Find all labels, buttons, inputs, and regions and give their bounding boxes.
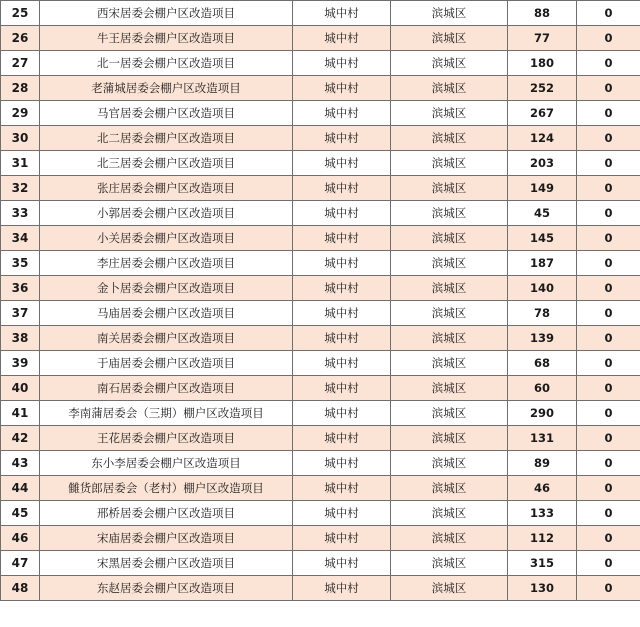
district-cell: 滨城区 <box>391 576 508 601</box>
table-row <box>1 176 640 201</box>
district-cell: 滨城区 <box>391 376 508 401</box>
household-count-cell: 140 <box>508 276 577 301</box>
project-type-cell: 城中村 <box>293 226 391 251</box>
other-count-cell: 0 <box>577 576 640 601</box>
district-cell: 滨城区 <box>391 251 508 276</box>
row-index-cell: 36 <box>1 276 40 301</box>
other-count-cell: 0 <box>577 176 640 201</box>
project-name-cell: 东小李居委会棚户区改造项目 <box>40 451 293 476</box>
project-type-cell: 城中村 <box>293 26 391 51</box>
row-index-cell: 48 <box>1 576 40 601</box>
household-count-cell: 88 <box>508 1 577 26</box>
other-count-cell: 0 <box>577 251 640 276</box>
row-index-cell: 34 <box>1 226 40 251</box>
other-count-cell: 0 <box>577 26 640 51</box>
project-type-cell: 城中村 <box>293 401 391 426</box>
project-type-cell: 城中村 <box>293 76 391 101</box>
other-count-cell: 0 <box>577 276 640 301</box>
table-row <box>1 201 640 226</box>
table-row <box>1 501 640 526</box>
district-cell: 滨城区 <box>391 226 508 251</box>
household-count-cell: 180 <box>508 51 577 76</box>
project-type-cell: 城中村 <box>293 126 391 151</box>
district-cell: 滨城区 <box>391 476 508 501</box>
table-row <box>1 401 640 426</box>
household-count-cell: 267 <box>508 101 577 126</box>
table-row <box>1 351 640 376</box>
district-cell: 滨城区 <box>391 326 508 351</box>
other-count-cell: 0 <box>577 551 640 576</box>
project-name-cell: 雠货郎居委会（老村）棚户区改造项目 <box>40 476 293 501</box>
row-index-cell: 25 <box>1 1 40 26</box>
table-row <box>1 101 640 126</box>
table-row <box>1 151 640 176</box>
project-type-cell: 城中村 <box>293 101 391 126</box>
table-row <box>1 451 640 476</box>
row-index-cell: 35 <box>1 251 40 276</box>
household-count-cell: 45 <box>508 201 577 226</box>
household-count-cell: 131 <box>508 426 577 451</box>
district-cell: 滨城区 <box>391 401 508 426</box>
table-row <box>1 426 640 451</box>
project-name-cell: 牛王居委会棚户区改造项目 <box>40 26 293 51</box>
project-type-cell: 城中村 <box>293 51 391 76</box>
household-count-cell: 77 <box>508 26 577 51</box>
project-name-cell: 北一居委会棚户区改造项目 <box>40 51 293 76</box>
row-index-cell: 32 <box>1 176 40 201</box>
household-count-cell: 203 <box>508 151 577 176</box>
table-row <box>1 26 640 51</box>
district-cell: 滨城区 <box>391 126 508 151</box>
district-cell: 滨城区 <box>391 151 508 176</box>
district-cell: 滨城区 <box>391 301 508 326</box>
row-index-cell: 33 <box>1 201 40 226</box>
project-type-cell: 城中村 <box>293 501 391 526</box>
district-cell: 滨城区 <box>391 176 508 201</box>
project-name-cell: 李南蒲居委会（三期）棚户区改造项目 <box>40 401 293 426</box>
row-index-cell: 37 <box>1 301 40 326</box>
household-count-cell: 89 <box>508 451 577 476</box>
project-name-cell: 金卜居委会棚户区改造项目 <box>40 276 293 301</box>
project-type-cell: 城中村 <box>293 426 391 451</box>
project-type-cell: 城中村 <box>293 376 391 401</box>
household-count-cell: 60 <box>508 376 577 401</box>
other-count-cell: 0 <box>577 401 640 426</box>
other-count-cell: 0 <box>577 326 640 351</box>
project-name-cell: 南石居委会棚户区改造项目 <box>40 376 293 401</box>
project-type-cell: 城中村 <box>293 1 391 26</box>
household-count-cell: 187 <box>508 251 577 276</box>
other-count-cell: 0 <box>577 476 640 501</box>
table-row <box>1 376 640 401</box>
table-row <box>1 76 640 101</box>
district-cell: 滨城区 <box>391 1 508 26</box>
project-name-cell: 马官居委会棚户区改造项目 <box>40 101 293 126</box>
table-row <box>1 326 640 351</box>
household-count-cell: 315 <box>508 551 577 576</box>
project-type-cell: 城中村 <box>293 276 391 301</box>
project-name-cell: 南关居委会棚户区改造项目 <box>40 326 293 351</box>
row-index-cell: 39 <box>1 351 40 376</box>
row-index-cell: 26 <box>1 26 40 51</box>
district-cell: 滨城区 <box>391 501 508 526</box>
project-type-cell: 城中村 <box>293 176 391 201</box>
project-type-cell: 城中村 <box>293 526 391 551</box>
table-row <box>1 226 640 251</box>
table-row <box>1 51 640 76</box>
table-row <box>1 1 640 26</box>
household-count-cell: 112 <box>508 526 577 551</box>
table-row <box>1 251 640 276</box>
household-count-cell: 139 <box>508 326 577 351</box>
district-cell: 滨城区 <box>391 526 508 551</box>
project-name-cell: 王花居委会棚户区改造项目 <box>40 426 293 451</box>
row-index-cell: 46 <box>1 526 40 551</box>
district-cell: 滨城区 <box>391 51 508 76</box>
table-row <box>1 301 640 326</box>
household-count-cell: 78 <box>508 301 577 326</box>
table-body <box>1 1 640 601</box>
project-type-cell: 城中村 <box>293 201 391 226</box>
project-name-cell: 东赵居委会棚户区改造项目 <box>40 576 293 601</box>
other-count-cell: 0 <box>577 76 640 101</box>
row-index-cell: 29 <box>1 101 40 126</box>
project-type-cell: 城中村 <box>293 551 391 576</box>
other-count-cell: 0 <box>577 301 640 326</box>
project-name-cell: 张庄居委会棚户区改造项目 <box>40 176 293 201</box>
household-count-cell: 124 <box>508 126 577 151</box>
district-cell: 滨城区 <box>391 351 508 376</box>
other-count-cell: 0 <box>577 1 640 26</box>
other-count-cell: 0 <box>577 226 640 251</box>
other-count-cell: 0 <box>577 526 640 551</box>
row-index-cell: 47 <box>1 551 40 576</box>
district-cell: 滨城区 <box>391 76 508 101</box>
project-name-cell: 宋庙居委会棚户区改造项目 <box>40 526 293 551</box>
table-row <box>1 526 640 551</box>
project-type-cell: 城中村 <box>293 476 391 501</box>
row-index-cell: 45 <box>1 501 40 526</box>
other-count-cell: 0 <box>577 201 640 226</box>
project-type-cell: 城中村 <box>293 576 391 601</box>
row-index-cell: 40 <box>1 376 40 401</box>
table-row <box>1 126 640 151</box>
project-name-cell: 小关居委会棚户区改造项目 <box>40 226 293 251</box>
district-cell: 滨城区 <box>391 551 508 576</box>
household-count-cell: 130 <box>508 576 577 601</box>
project-type-cell: 城中村 <box>293 351 391 376</box>
row-index-cell: 27 <box>1 51 40 76</box>
household-count-cell: 252 <box>508 76 577 101</box>
district-cell: 滨城区 <box>391 451 508 476</box>
row-index-cell: 38 <box>1 326 40 351</box>
other-count-cell: 0 <box>577 376 640 401</box>
project-name-cell: 于庙居委会棚户区改造项目 <box>40 351 293 376</box>
table-row <box>1 576 640 601</box>
project-name-cell: 宋黑居委会棚户区改造项目 <box>40 551 293 576</box>
row-index-cell: 28 <box>1 76 40 101</box>
other-count-cell: 0 <box>577 351 640 376</box>
project-name-cell: 西宋居委会棚户区改造项目 <box>40 1 293 26</box>
household-count-cell: 145 <box>508 226 577 251</box>
row-index-cell: 30 <box>1 126 40 151</box>
project-type-cell: 城中村 <box>293 151 391 176</box>
project-name-cell: 马庙居委会棚户区改造项目 <box>40 301 293 326</box>
household-count-cell: 133 <box>508 501 577 526</box>
project-name-cell: 北三居委会棚户区改造项目 <box>40 151 293 176</box>
project-type-cell: 城中村 <box>293 251 391 276</box>
other-count-cell: 0 <box>577 126 640 151</box>
project-type-cell: 城中村 <box>293 326 391 351</box>
project-name-cell: 邢桥居委会棚户区改造项目 <box>40 501 293 526</box>
other-count-cell: 0 <box>577 501 640 526</box>
project-type-cell: 城中村 <box>293 301 391 326</box>
project-name-cell: 老蒲城居委会棚户区改造项目 <box>40 76 293 101</box>
district-cell: 滨城区 <box>391 276 508 301</box>
row-index-cell: 41 <box>1 401 40 426</box>
district-cell: 滨城区 <box>391 101 508 126</box>
district-cell: 滨城区 <box>391 26 508 51</box>
project-name-cell: 小郭居委会棚户区改造项目 <box>40 201 293 226</box>
table-row <box>1 551 640 576</box>
other-count-cell: 0 <box>577 101 640 126</box>
project-type-cell: 城中村 <box>293 451 391 476</box>
district-cell: 滨城区 <box>391 201 508 226</box>
row-index-cell: 43 <box>1 451 40 476</box>
table-row <box>1 276 640 301</box>
household-count-cell: 68 <box>508 351 577 376</box>
other-count-cell: 0 <box>577 451 640 476</box>
household-count-cell: 149 <box>508 176 577 201</box>
district-cell: 滨城区 <box>391 426 508 451</box>
other-count-cell: 0 <box>577 151 640 176</box>
other-count-cell: 0 <box>577 426 640 451</box>
table-row <box>1 476 640 501</box>
project-name-cell: 北二居委会棚户区改造项目 <box>40 126 293 151</box>
row-index-cell: 42 <box>1 426 40 451</box>
other-count-cell: 0 <box>577 51 640 76</box>
household-count-cell: 290 <box>508 401 577 426</box>
row-index-cell: 44 <box>1 476 40 501</box>
household-count-cell: 46 <box>508 476 577 501</box>
project-name-cell: 李庄居委会棚户区改造项目 <box>40 251 293 276</box>
row-index-cell: 31 <box>1 151 40 176</box>
